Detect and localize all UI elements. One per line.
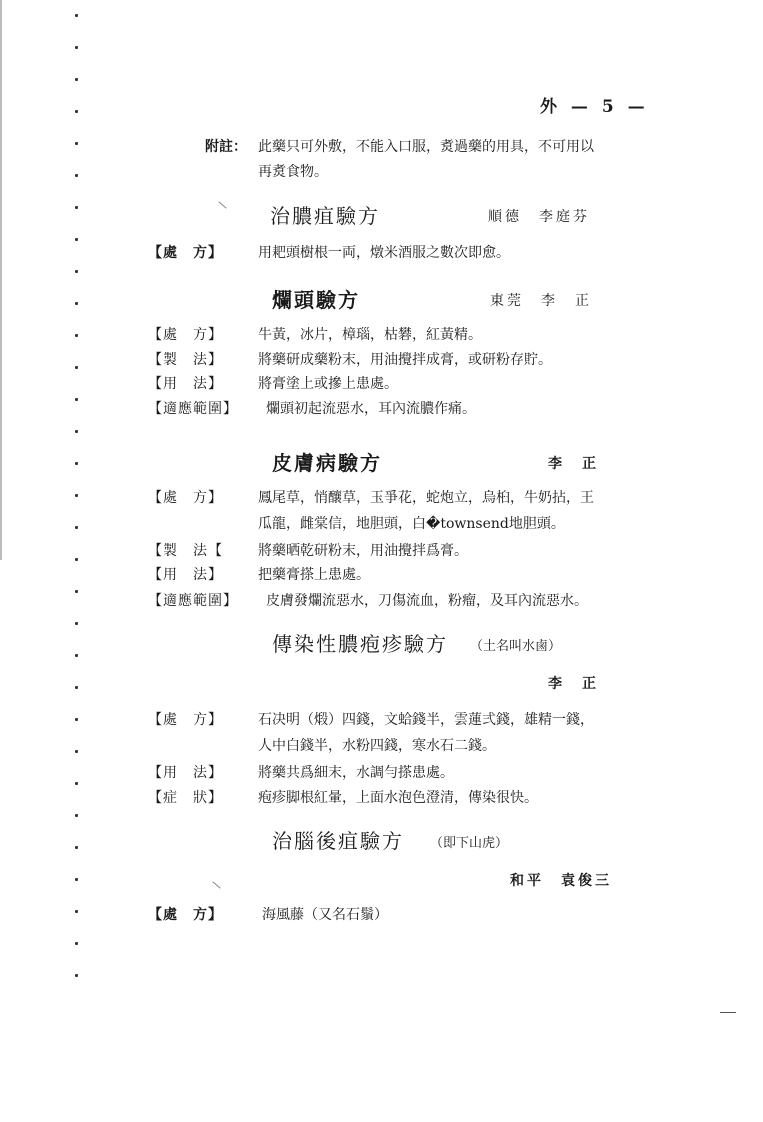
section-author: 和平 袁俊三 <box>510 873 612 889</box>
binding-dot <box>75 430 78 433</box>
row-label: 【適應範圍】 <box>148 401 238 417</box>
row-label: 【用 法】 <box>148 376 223 392</box>
binding-dot <box>75 494 78 497</box>
binding-dot <box>75 622 78 625</box>
section-title: 傳染性膿疱疹驗方 <box>272 632 448 656</box>
note-line-1: 此藥只可外敷，不能入口服，煑過藥的用具，不可用以 <box>258 139 594 155</box>
binding-dot <box>75 206 78 209</box>
binding-dot <box>75 718 78 721</box>
binding-dot <box>75 14 78 17</box>
row-label: 【處 方】 <box>148 245 223 261</box>
note-label: 附註： <box>205 139 247 155</box>
row-text: 疱疹脚根紅暈，上面水泡色澄清，傳染很快。 <box>258 790 538 806</box>
row-label: 【症 狀】 <box>148 790 223 806</box>
row-text: 牛黃，冰片，樟瑙，枯礬，紅黃精。 <box>258 327 482 343</box>
row-text: 把藥膏搽上患處。 <box>258 567 370 583</box>
binding-dot <box>75 366 78 369</box>
row-label: 【適應範圍】 <box>148 593 238 609</box>
row-text: 鳳尾草，悄釀草，玉爭花，蛇炮立，烏桕，牛奶拈，王 <box>258 490 594 506</box>
binding-dot <box>75 686 78 689</box>
row-text: 將藥研成藥粉末，用油攪拌成膏，或研粉存貯。 <box>258 352 552 368</box>
binding-dot <box>75 238 78 241</box>
row-text-continued: 瓜龍，雌棠信，地胆頭，白�townsend地胆頭。 <box>258 516 565 532</box>
row-label: 【製 法】 <box>148 352 223 368</box>
page-header: 外 — 5 — <box>540 97 649 117</box>
row-text: 爛頭初起流惡水，耳內流膿作痛。 <box>266 401 476 417</box>
row-text: 將藥共爲細末，水調勻搽患處。 <box>258 765 454 781</box>
binding-dot <box>75 558 78 561</box>
section-subtitle: （即下山虎） <box>430 836 509 851</box>
binding-dot <box>75 654 78 657</box>
stray-line <box>720 1012 736 1013</box>
row-label: 【處 方】 <box>148 327 223 343</box>
section-author: 李 正 <box>548 676 599 692</box>
binding-dot <box>75 174 78 177</box>
binding-dot <box>75 782 78 785</box>
row-text: 將藥晒乾研粉末，用油攪拌爲膏。 <box>258 543 468 559</box>
stray-mark <box>212 881 220 888</box>
binding-dot <box>75 110 78 113</box>
row-label: 【用 法】 <box>148 765 223 781</box>
binding-dot <box>75 46 78 49</box>
section-title: 治膿疽驗方 <box>270 204 380 228</box>
binding-dot <box>75 142 78 145</box>
binding-dot <box>75 590 78 593</box>
row-text: 海風藤（又名石鬚） <box>262 907 388 923</box>
row-text: 皮膚發爛流惡水，刀傷流血，粉瘤，及耳內流惡水。 <box>266 593 588 609</box>
scan-edge <box>0 0 2 560</box>
stray-mark <box>218 201 226 208</box>
section-title: 爛頭驗方 <box>272 288 360 312</box>
row-label: 【處 方】 <box>148 907 223 923</box>
binding-dot <box>75 526 78 529</box>
binding-dot <box>75 462 78 465</box>
section-author: 東莞 李 正 <box>490 293 592 309</box>
binding-dot <box>75 334 78 337</box>
row-text: 將膏塗上或摻上患處。 <box>258 376 398 392</box>
binding-dot <box>75 814 78 817</box>
row-label: 【製 法【 <box>148 543 223 559</box>
binding-dot <box>75 78 78 81</box>
binding-dot <box>75 750 78 753</box>
section-author: 李 正 <box>548 456 599 472</box>
note-line-2: 再煑食物。 <box>258 164 328 180</box>
section-author: 順德 李庭芬 <box>488 209 590 225</box>
row-text: 用耙頭樹根一両，燉米酒服之數次即愈。 <box>258 245 510 261</box>
section-subtitle: （土名叫水鹵） <box>470 639 562 654</box>
row-text-continued: 人中白錢半，水粉四錢，寒水石二錢。 <box>258 738 496 754</box>
binding-dot <box>75 910 78 913</box>
row-text: 石决明（煅）四錢，文蛤錢半，雲蓮弍錢，雄精一錢， <box>258 712 594 728</box>
binding-dot <box>75 398 78 401</box>
section-title: 治腦後疽驗方 <box>272 829 404 853</box>
binding-dot <box>75 270 78 273</box>
row-label: 【處 方】 <box>148 712 223 728</box>
row-label: 【用 法】 <box>148 567 223 583</box>
binding-dot <box>75 974 78 977</box>
row-label: 【處 方】 <box>148 490 223 506</box>
binding-dot <box>75 942 78 945</box>
section-title: 皮膚病驗方 <box>272 451 382 475</box>
binding-dot <box>75 878 78 881</box>
binding-dot <box>75 846 78 849</box>
binding-dot <box>75 302 78 305</box>
